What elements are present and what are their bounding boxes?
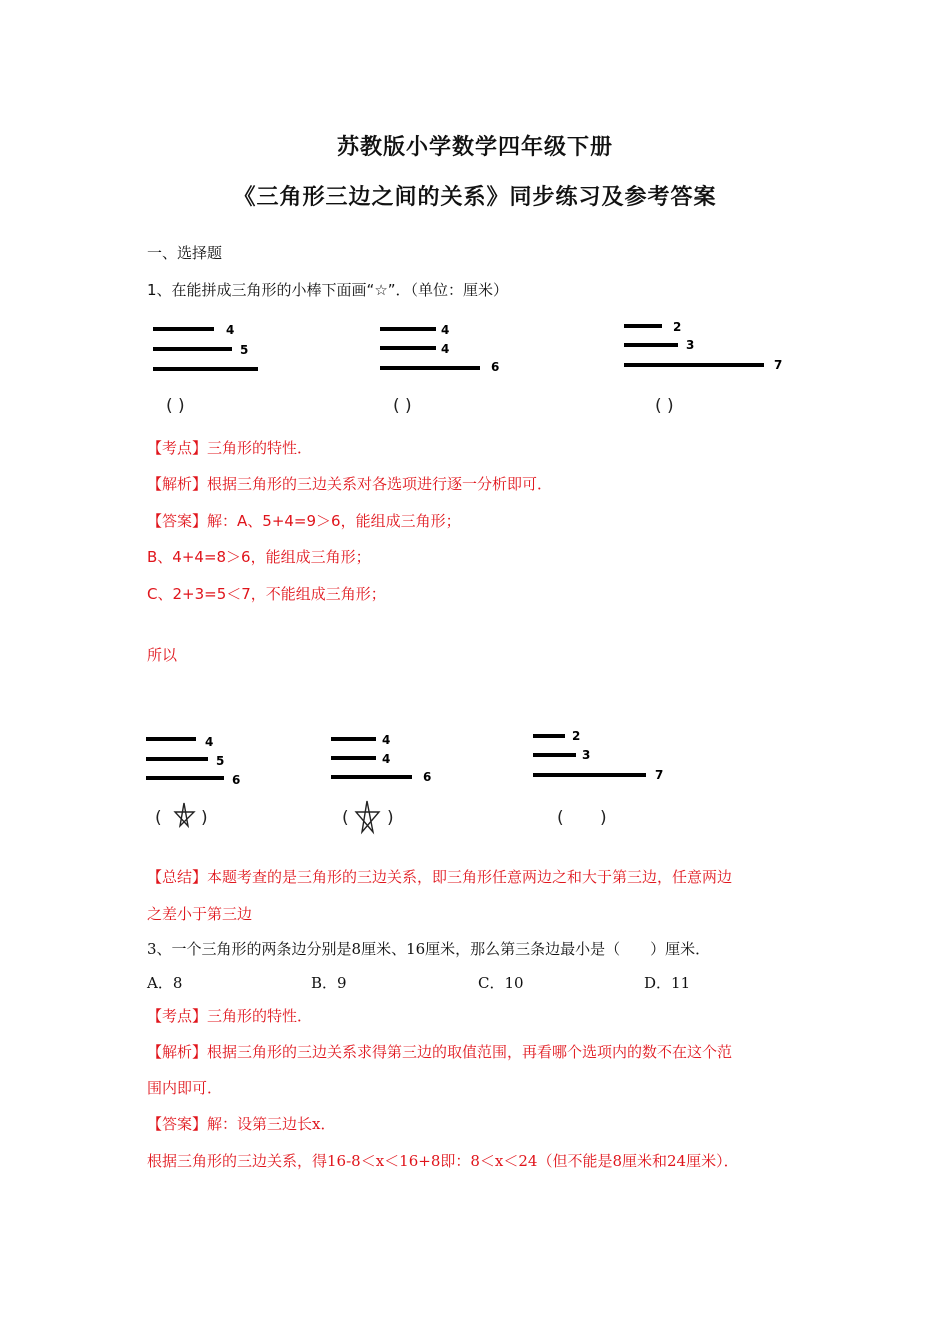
q1-suoyi: 所以 (147, 646, 178, 664)
ans-paren-a-left: ( (155, 808, 162, 828)
q3-jiexi-cont: 围内即可． (147, 1079, 223, 1097)
q3-option-a: A．8 (147, 974, 183, 992)
q1-jiexi: 【解析】根据三角形的三边关系对各选项进行逐一分析即可． (147, 475, 553, 493)
ans-label-a2: 5 (216, 754, 225, 768)
ans-paren-b-left: ( (342, 808, 349, 828)
ans-paren-c-left: ( (557, 808, 564, 828)
answer-figure-b (331, 733, 431, 832)
section-heading: 一、选择题 (147, 244, 223, 262)
ans-label-a3: 6 (232, 773, 241, 787)
paren-a: ( ) (166, 396, 185, 416)
ans-paren-c-right: ) (600, 808, 607, 828)
ans-label-b1: 4 (382, 733, 391, 747)
label-b2: 4 (441, 342, 450, 356)
title-line-2: 《三角形三边之间的关系》同步练习及参考答案 (233, 185, 717, 210)
ans-paren-b-right: ) (387, 808, 394, 828)
q1-zongjie: 【总结】本题考查的是三角形的三边关系，即三角形任意两边之和大于第三边，任意两边 (147, 868, 733, 886)
q3-option-b: B．9 (311, 974, 347, 992)
question-1: 1、在能拼成三角形的小棒下面画“☆”．（单位：厘米） (147, 281, 509, 299)
label-c3: 7 (774, 358, 783, 372)
ans-paren-a-right: ) (201, 808, 208, 828)
title-line-1: 苏教版小学数学四年级下册 (336, 135, 613, 160)
q1-daan: 【答案】解：A、5+4=9＞6，能组成三角形； (147, 512, 461, 530)
q3-option-c: C．10 (478, 974, 524, 992)
paren-c: ( ) (655, 396, 674, 416)
q3-kaodian: 【考点】三角形的特性． (147, 1007, 313, 1025)
q1-line-c: C、2+3=5＜7，不能组成三角形； (147, 585, 386, 603)
answer-figure-a (146, 735, 240, 828)
ans-label-a1: 4 (205, 735, 214, 749)
q3-jiexi: 【解析】根据三角形的三边关系求得第三边的取值范围，再看哪个选项内的数不在这个范 (147, 1043, 733, 1061)
q3-answer-line-2: 根据三角形的三边关系，得16-8＜x＜16+8即：8＜x＜24（但不能是8厘米和24厘米）． (147, 1152, 739, 1170)
star-icon-a (175, 803, 194, 826)
paren-b: ( ) (393, 396, 412, 416)
ans-label-b2: 4 (382, 752, 391, 766)
q3-daan: 【答案】解：设第三边长x． (147, 1115, 336, 1133)
label-b1: 4 (441, 323, 450, 337)
ans-label-c1: 2 (572, 729, 581, 743)
label-b3: 6 (491, 360, 500, 374)
q1-zongjie-cont: 之差小于第三边 (147, 905, 253, 923)
question-3: 3、一个三角形的两条边分别是8厘米、16厘米，那么第三条边最小是（ ）厘米． (147, 940, 711, 958)
q3-option-d: D．11 (644, 974, 691, 992)
label-a1: 4 (226, 323, 235, 337)
ans-label-c3: 7 (655, 768, 664, 782)
label-a2: 5 (240, 343, 249, 357)
q1-line-b: B、4+4=8＞6，能组成三角形； (147, 548, 371, 566)
label-c2: 3 (686, 338, 695, 352)
star-icon-b (356, 801, 379, 832)
answer-figure-c (533, 729, 663, 828)
label-c1: 2 (673, 320, 682, 334)
q1-kaodian: 【考点】三角形的特性． (147, 439, 313, 457)
ans-label-b3: 6 (423, 770, 432, 784)
ans-label-c2: 3 (582, 748, 591, 762)
